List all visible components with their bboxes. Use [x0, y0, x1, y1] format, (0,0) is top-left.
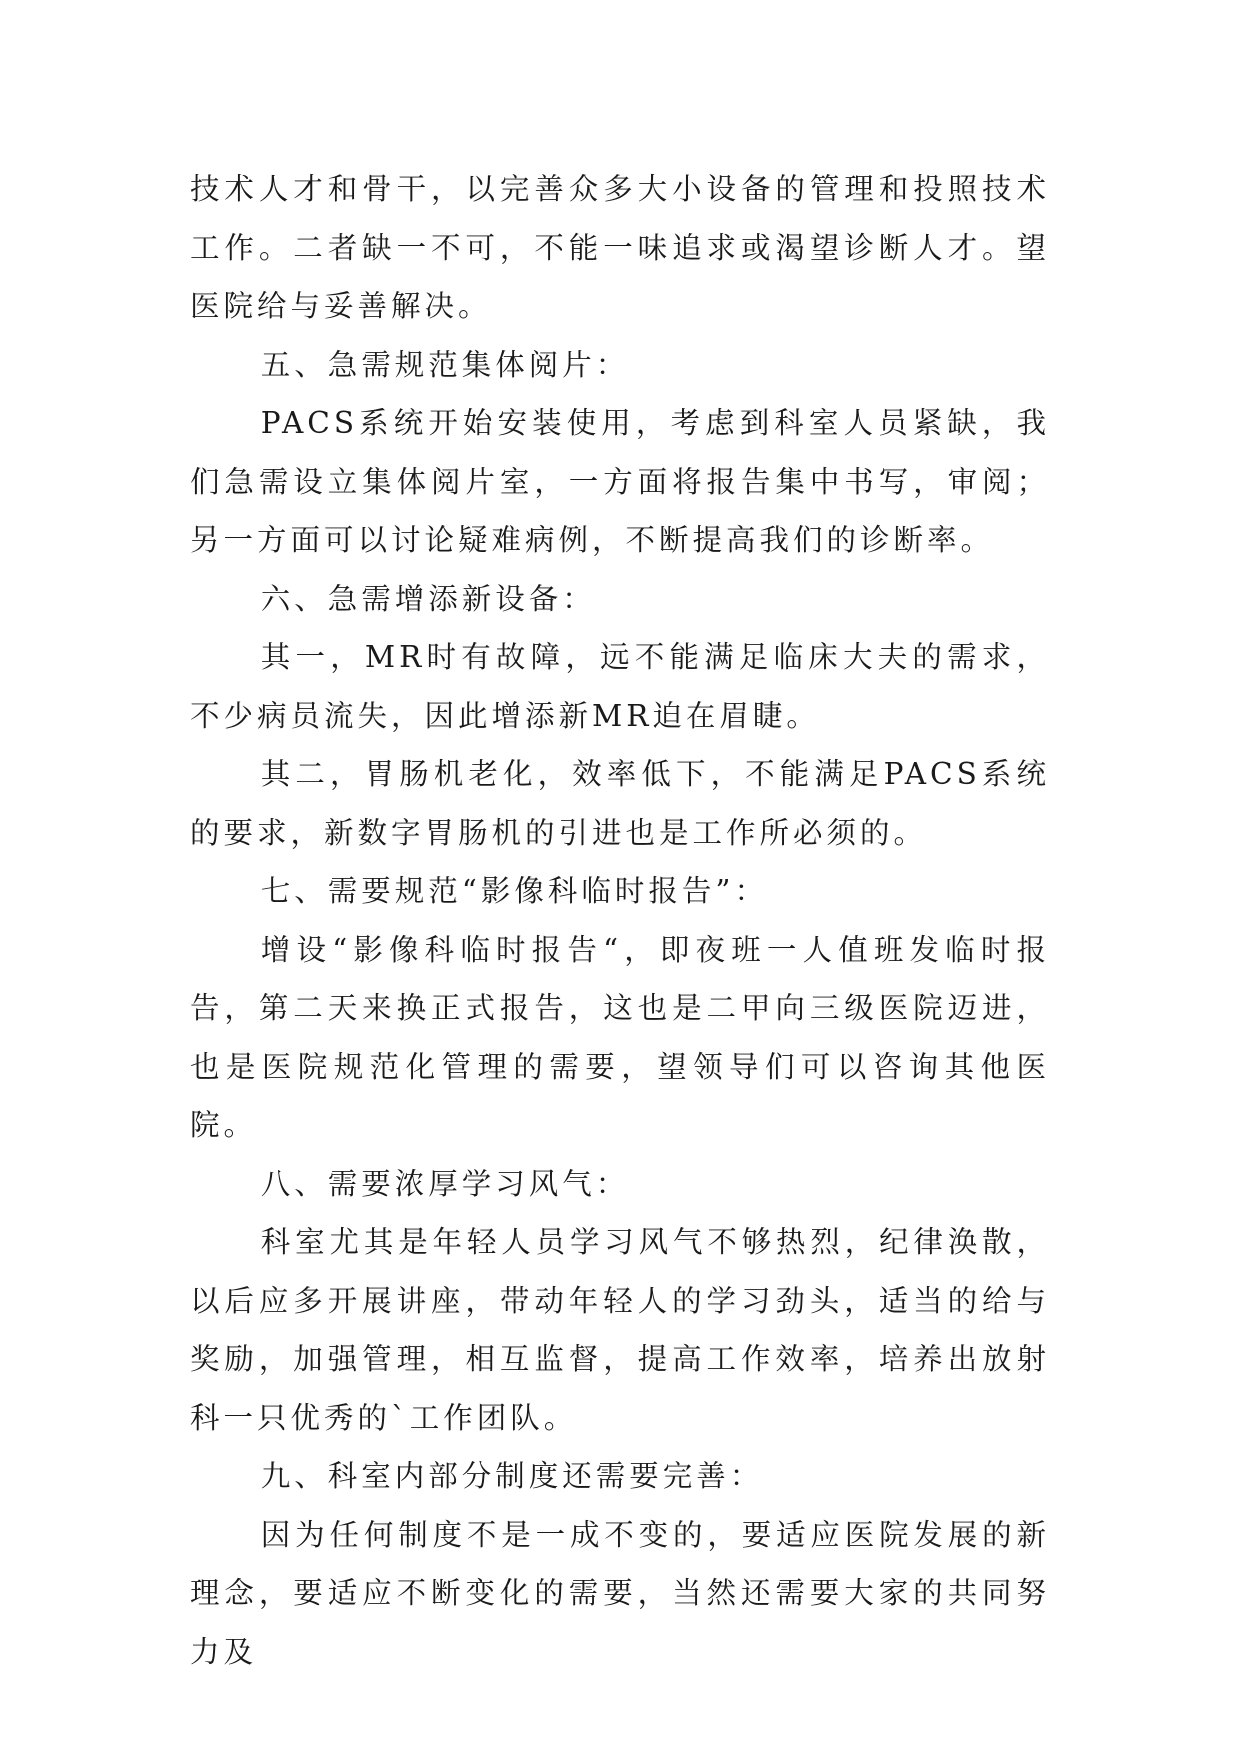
- paragraph-temporary-report: 增设“影像科临时报告“，即夜班一人值班发临时报告，第二天来换正式报告，这也是二甲向三级医院迈进，也是医院规范化管理的需要，望领导们可以咨询其他医院。: [190, 932, 1050, 1142]
- paragraph-study-atmosphere: 科室尤其是年轻人员学习风气不够热烈，纪律涣散，以后应多开展讲座，带动年轻人的学习劲头，适当的给与奖励，加强管理，相互监督，提高工作效率，培养出放射科一只优秀的`工作团队。: [190, 1225, 1050, 1435]
- paragraph-mr-equipment: 其一，MR时有故障，远不能满足临床大夫的需求，不少病员流失，因此增添新MR迫在眉睫。: [190, 640, 1050, 733]
- paragraph-continuation: 技术人才和骨干，以完善众多大小设备的管理和投照技术工作。二者缺一不可，不能一味追求或渴望诊断人才。望医院给与妥善解决。: [190, 172, 1050, 323]
- section-heading-6: 六、急需增添新设备：: [260, 581, 596, 616]
- paragraph-system-improvement: 因为任何制度不是一成不变的，要适应医院发展的新理念，要适应不断变化的需要，当然还需要大家的共同努力及: [190, 1517, 1050, 1669]
- section-heading-7: 七、需要规范“影像科临时报告”：: [260, 874, 768, 908]
- paragraph-pacs-reading: PACS系统开始安装使用，考虑到科室人员紧缺，我们急需设立集体阅片室，一方面将报告集中书写，审阅；另一方面可以讨论疑难病例，不断提高我们的诊断率。: [190, 406, 1050, 557]
- section-heading-5: 五、急需规范集体阅片：: [260, 347, 630, 382]
- section-heading-8: 八、需要浓厚学习风气：: [260, 1166, 630, 1201]
- paragraph-gi-machine: 其二，胃肠机老化，效率低下，不能满足PACS系统的要求，新数字胃肠机的引进也是工作所必须的。: [190, 757, 1050, 850]
- section-heading-9: 九、科室内部分制度还需要完善：: [260, 1459, 764, 1493]
- document-body: [190, 160, 1050, 1681]
